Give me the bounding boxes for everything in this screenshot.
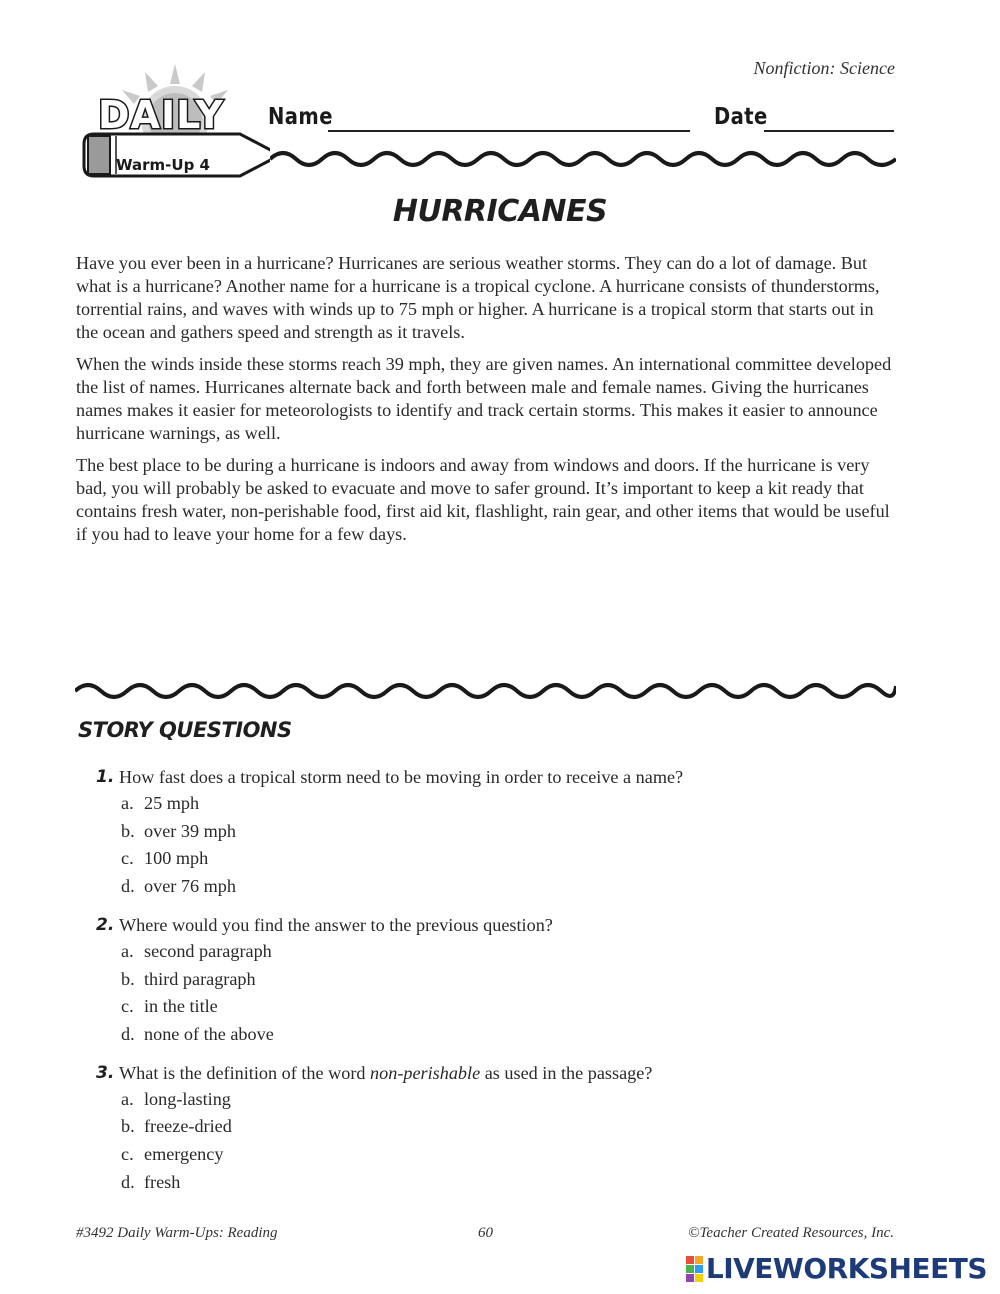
option-text: in the title [144,996,218,1017]
logo-block [695,1256,703,1264]
answer-option[interactable] [121,1021,896,1049]
question-number: 3. [96,1062,115,1083]
option-letter: a. [121,940,134,961]
question-text: Where would you find the answer to the previous question? [119,914,553,935]
option-text: second paragraph [144,940,272,961]
answer-option[interactable] [121,1113,896,1141]
option-letter: d. [121,1171,135,1192]
option-letter: c. [121,1144,134,1165]
liveworksheets-logo-icon [686,1256,703,1282]
logo-sub-text: Warm-Up 4 [116,156,210,174]
option-text: over 39 mph [144,820,236,841]
question-2 [96,912,896,1049]
answer-option[interactable] [121,790,896,818]
question-text: What is the definition of the word non-perishable as used in the passage? [119,1062,653,1083]
option-text: fresh [144,1171,181,1192]
date-label: Date [714,104,768,130]
option-letter: a. [121,793,134,813]
question-list [96,764,896,1207]
answer-option[interactable] [121,966,896,994]
question-text: How fast does a tropical storm need to be moving in order to receive a name? [119,767,684,787]
answer-option[interactable] [121,845,896,873]
option-letter: c. [121,848,134,869]
question-1 [96,764,896,901]
logo-block [686,1274,694,1282]
answer-option[interactable] [121,938,896,966]
option-letter: b. [121,968,135,989]
passage-paragraph: Have you ever been in a hurricane? Hurricanes are serious weather storms. They can do a lot of damage. But what is a hurricane? Another name for a hurricane is a tropical cyclone. A hurricane consists of thunderstorms, torrential rains, and waves with winds up to 75 mph or higher. A hurricane is a tropical storm that starts out in the ocean and gathers speed and strength as it travels. [76,253,880,342]
footer-book-title: #3492 Daily Warm-Ups: Reading [76,1225,278,1241]
option-letter: b. [121,1116,135,1137]
page-title: HURRICANES [392,194,608,229]
answer-option[interactable] [121,873,896,901]
date-input-line[interactable] [764,130,894,132]
answer-option[interactable] [121,993,896,1021]
option-letter: d. [121,1023,135,1044]
option-letter: b. [121,820,135,841]
question-number: 2. [96,914,115,935]
footer-copyright: ©Teacher Created Resources, Inc. [688,1225,894,1241]
question-number: 1. [96,767,115,787]
option-text: third paragraph [144,968,256,989]
option-text: freeze-dried [144,1116,232,1137]
logo-block [695,1274,703,1282]
logo-word-text: DAILY [98,93,224,137]
daily-warmup-logo [80,62,270,190]
option-text: emergency [144,1144,224,1165]
reading-passage [76,252,896,555]
name-label: Name [268,104,333,130]
section-wave-divider [75,676,896,706]
option-text: 25 mph [144,793,200,813]
liveworksheets-brand[interactable] [686,1252,987,1285]
name-input-line[interactable] [328,130,690,132]
header-wave-divider [270,145,896,173]
answer-option[interactable] [121,1086,896,1114]
logo-block [686,1265,694,1273]
answer-option[interactable] [121,1169,896,1197]
option-letter: c. [121,996,134,1017]
liveworksheets-wordmark: LIVEWORKSHEETS [705,1252,987,1285]
logo-block [695,1265,703,1273]
option-text: none of the above [144,1023,274,1044]
passage-paragraph: The best place to be during a hurricane is indoors and away from windows and doors. If the hurricane is very bad, you will probably be asked to evacuate and move to safer ground. It’s important to keep a kit ready that contains fresh water, non-perishable food, first aid kit, flashlight, rain gear, and other items that would be useful if you had to leave your home for a few days. [76,455,890,544]
option-text: 100 mph [144,848,209,869]
pencil-sun-logo-icon [80,62,270,190]
option-letter: a. [121,1088,134,1109]
footer-page-number: 60 [478,1225,493,1241]
option-text: long-lasting [144,1088,231,1109]
answer-option[interactable] [121,1141,896,1169]
section-title: STORY QUESTIONS [78,718,292,742]
option-text: over 76 mph [144,876,236,897]
logo-block [686,1256,694,1264]
option-letter: d. [121,876,135,897]
category-label: Nonfiction: Science [753,58,895,78]
passage-paragraph: When the winds inside these storms reach 39 mph, they are given names. An international committee developed the list of names. Hurricanes alternate back and forth between male and female names. Giving the hurricanes names makes it easier for meteorologists to identify and track certain storms. This makes it easier to announce hurricane warnings, as well. [76,354,892,443]
question-3 [96,1060,896,1197]
answer-option[interactable] [121,818,896,846]
